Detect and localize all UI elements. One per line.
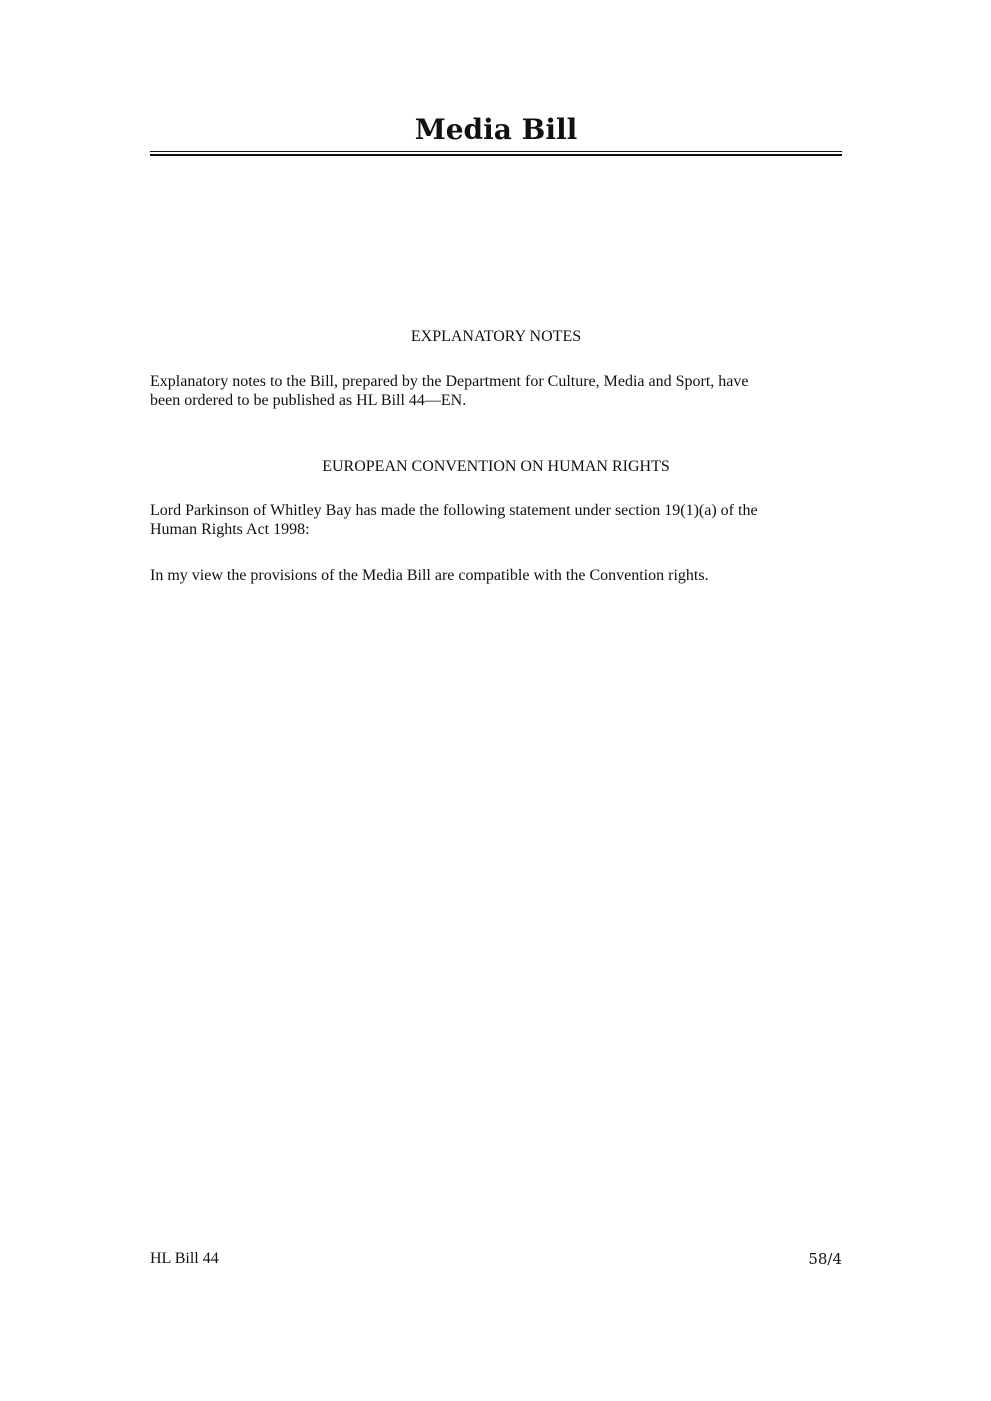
explanatory-notes-line-1: Explanatory notes to the Bill, prepared by the Department for Culture, Media and Sport, have [150,373,749,390]
explanatory-notes-line-2: been ordered to be published as HL Bill 44—EN. [150,392,467,409]
title-rule-thick [150,154,842,156]
footer-print-number: 58/4 [808,1250,842,1268]
compatibility-statement: In my view the provisions of the Media Bill are compatible with the Convention rights. [150,567,709,584]
echr-statement-intro-line-2: Human Rights Act 1998: [150,521,310,538]
title-rule-thin [150,151,842,152]
echr-statement-intro-line-1: Lord Parkinson of Whitley Bay has made the following statement under section 19(1)(a) of the [150,502,758,519]
echr-heading: EUROPEAN CONVENTION ON HUMAN RIGHTS [322,458,670,475]
footer-bill-reference: HL Bill 44 [150,1250,219,1267]
document-title: Media Bill [414,113,578,146]
explanatory-notes-heading: EXPLANATORY NOTES [410,328,582,345]
